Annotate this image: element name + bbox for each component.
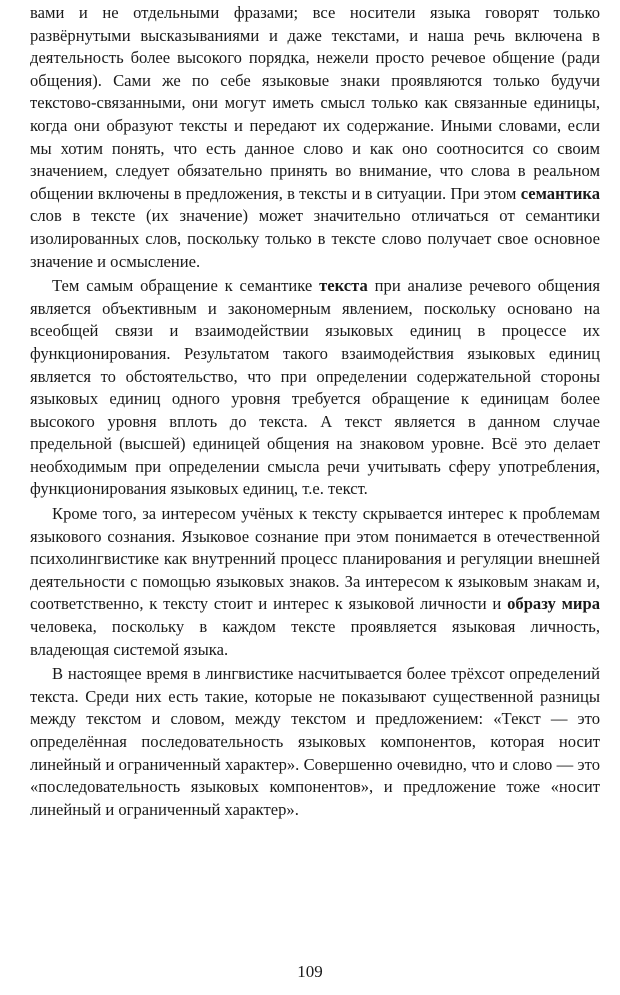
text-run: слов в тексте (их значение) может значительно отличаться от семантики изолированных слов, поскольку только в тексте слово получает свое основное значение и осмысление. [30, 206, 600, 271]
page-number: 109 [297, 962, 323, 981]
text-run: человека, поскольку в каждом тексте проявляется языковая личность, владеющая системой языка. [30, 617, 600, 659]
bold-term-semantika: семантика [520, 183, 600, 203]
text-run: Кроме того, за интересом учёных к тексту скрывается интерес к проблемам языкового сознания. Языковое сознание при этом понимается в отечественной психолингвистике как внутренний процесс планирования и регуляции внешней деятельности с помощью языковых знаков. За интересом к языковым знакам и, соответственно, к тексту стоит и интерес к языковой личности и [30, 504, 600, 614]
paragraph [30, 503, 600, 661]
paragraph [30, 2, 600, 273]
text-run: Тем самым обращение к семантике [52, 276, 320, 296]
paragraph [30, 663, 600, 821]
text-run: вами и не отдельными фразами; все носители языка говорят только развёрнутыми высказываниями и даже текстами, и наша речь включена в деятельность более высокого порядка, нежели просто речевое общение (ради общения). Сами же по себе языковые знаки проявляются только будучи текстово-связанными, они могут иметь смысл только как связанные единицы, когда они образуют тексты и передают их содержание. Иными словами, если мы хотим понять, что есть данное слово и как оно соотносится со своим значением, следует обязательно принять во внимание, что слова в реальном общении включены в предложения, в тексты и в ситуации. При этом [30, 3, 600, 203]
body-text [30, 2, 600, 821]
bold-term-obrazu-mira: образу мира [507, 594, 600, 614]
paragraph [30, 275, 600, 501]
text-run: В настоящее время в лингвистике насчитывается более трёхсот определений текста. Среди них есть такие, которые не показывают существенной разницы между текстом и словом, между текстом и предложением: «Текст — это определённая последовательность языковых компонентов, которая носит линейный и ограниченный характер». Совершенно очевидно, что и слово — это «последовательность языковых компонентов», и предложение тоже «носит линейный и ограниченный характер». [30, 664, 600, 819]
bold-term-teksta: текста [319, 276, 368, 296]
text-run: при анализе речевого общения является объективным и закономерным явлением, поскольку основано на всеобщей связи и взаимодействии языковых единиц в процессе их функционирования. Результатом такого взаимодействия языковых единиц является то обстоятельство, что при определении содержательной стороны языковых единиц одного уровня требуется обращение к единицам более высокого уровня вплоть до текста. А текст является в данном случае предельной (высшей) единицей общения на знаковом уровне. Всё это делает необходимым при определении смысла речи учитывать сферу употребления, функционирования языковых единиц, т.е. текст. [30, 276, 600, 499]
